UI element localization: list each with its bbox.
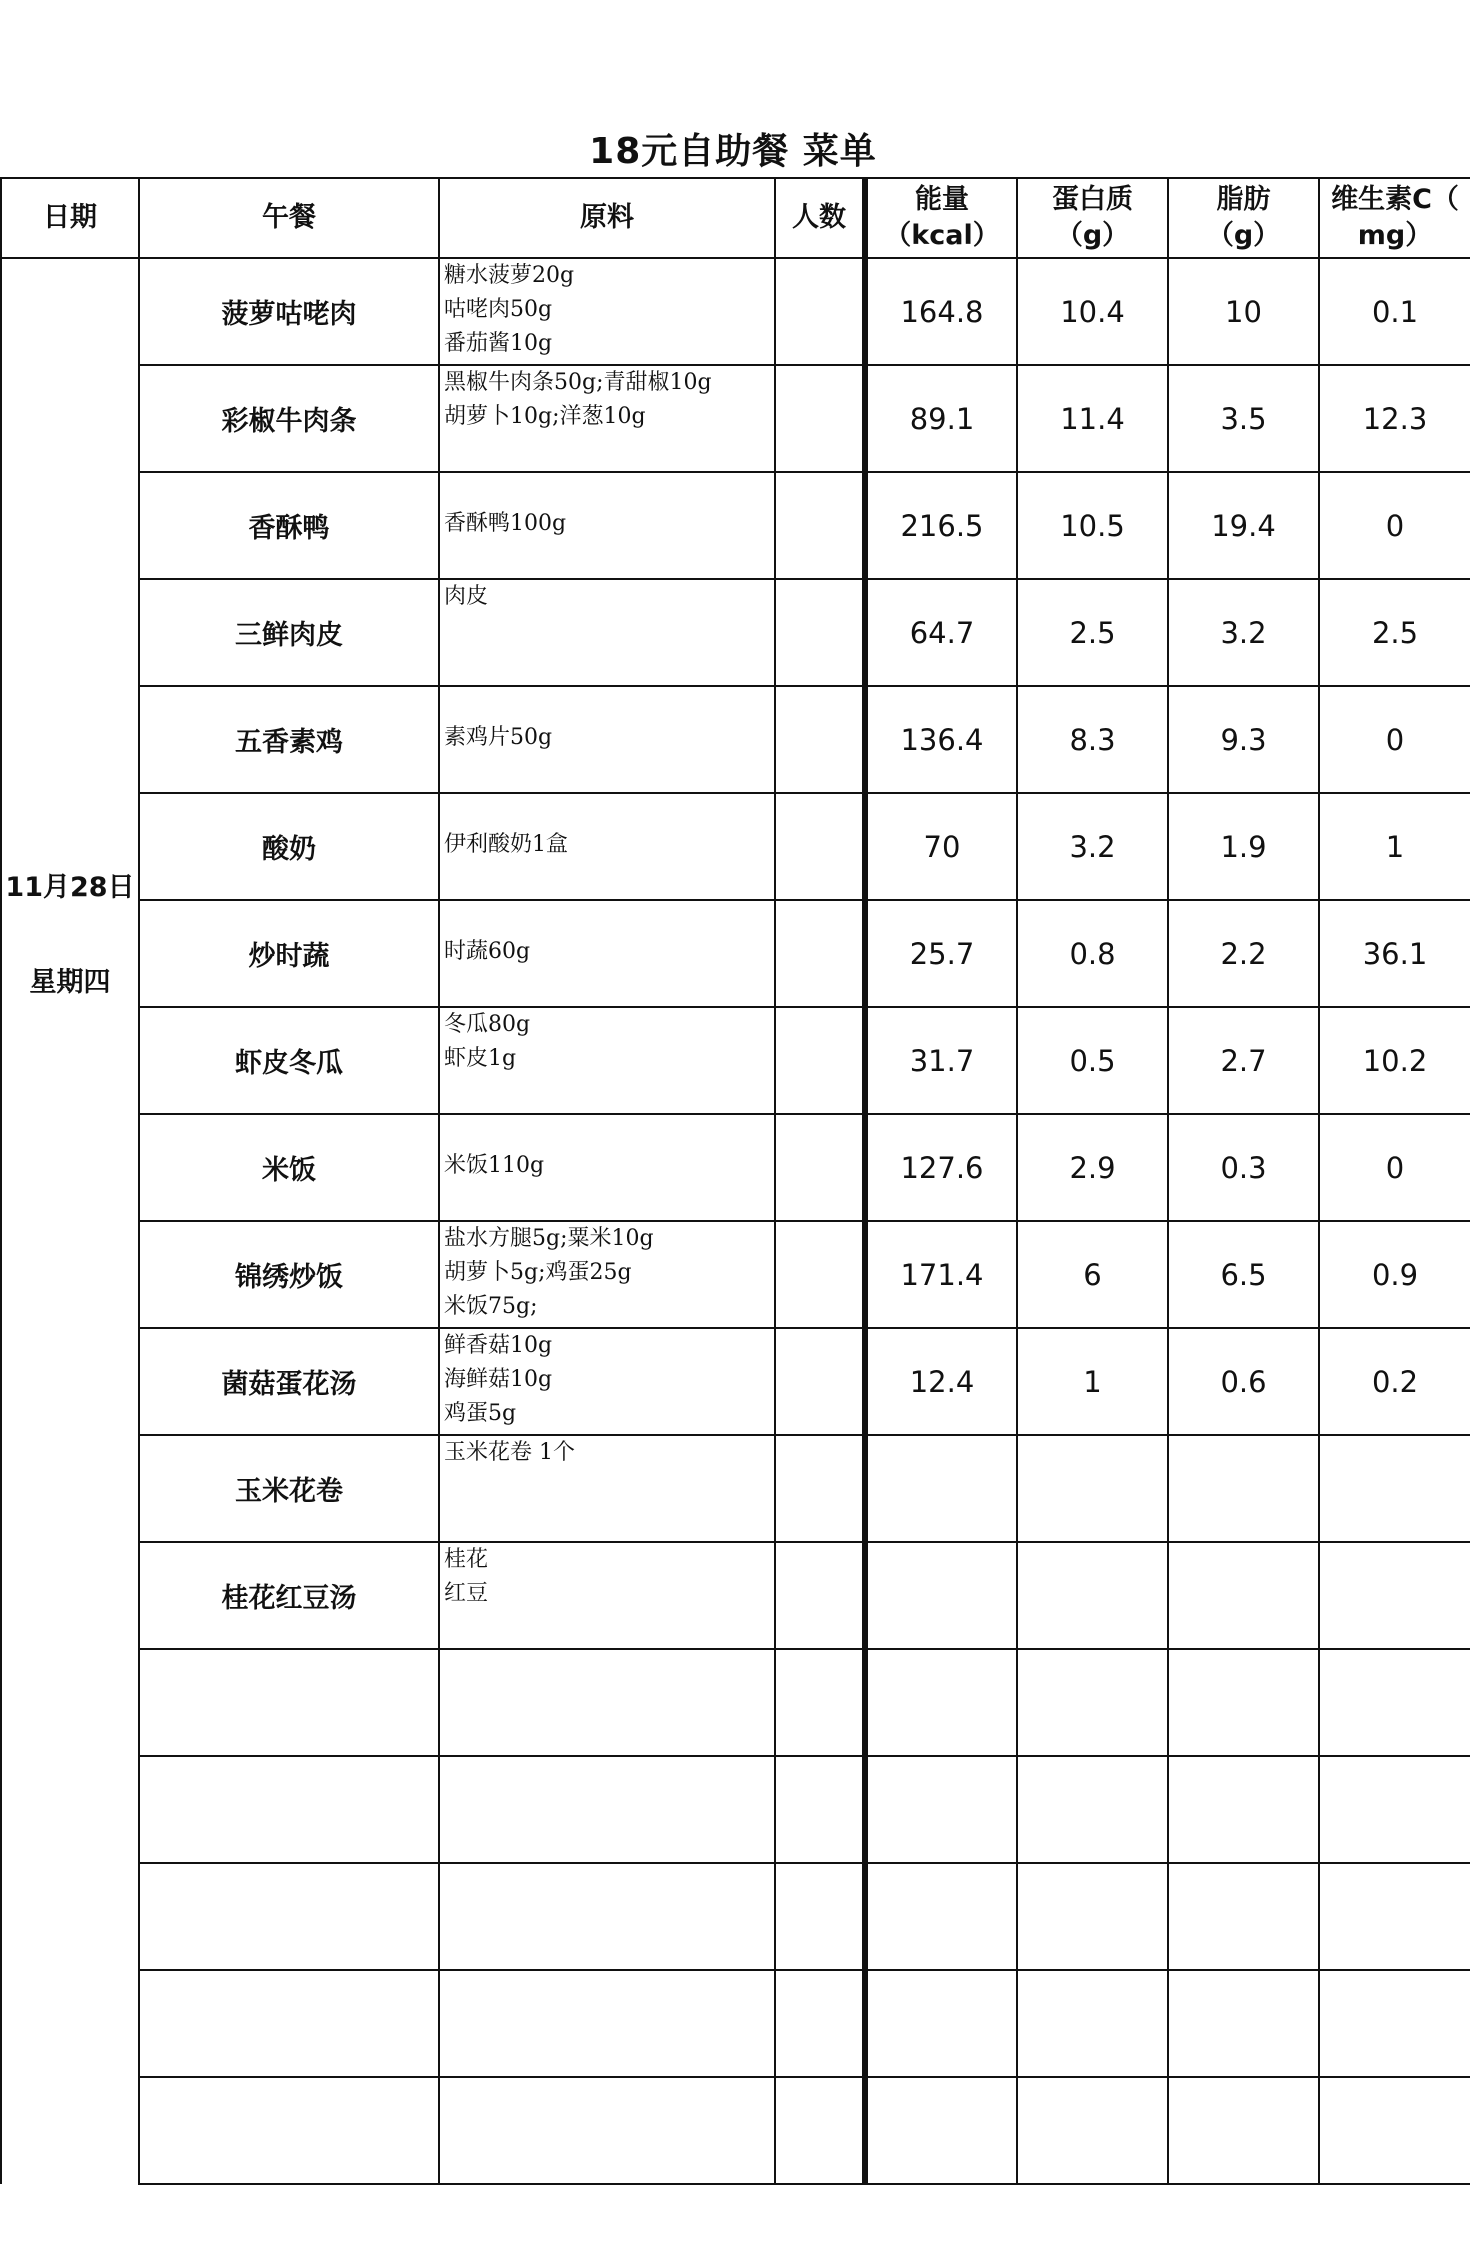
people-cell: [775, 1863, 865, 1970]
table-row: [1, 258, 1470, 365]
fat-cell: 0.3: [1168, 1114, 1319, 1221]
header-fat-line1: 脂肪: [1216, 184, 1271, 215]
people-cell: [775, 686, 865, 793]
ingredient-line: 番茄酱10g: [444, 331, 553, 356]
ingredient-line: 肉皮: [444, 584, 489, 609]
energy-cell: 216.5: [865, 472, 1017, 579]
ingredient-line: [444, 901, 774, 935]
ingredient-line: 咕咾肉50g: [444, 297, 553, 322]
table-row: [1, 365, 1470, 472]
fat-cell: 2.7: [1168, 1007, 1319, 1114]
ingredients-cell: [439, 1970, 775, 2077]
menu-table: [0, 177, 1470, 2185]
people-cell: [775, 1007, 865, 1114]
ingredient-line: [444, 794, 774, 828]
ingredients-cell: [439, 1649, 775, 1756]
fat-cell: [1168, 1970, 1319, 2077]
ingredients-cell: [439, 1542, 775, 1649]
table-row: [1, 1649, 1470, 1756]
fat-cell: [1168, 1435, 1319, 1542]
ingredients-cell: [439, 1007, 775, 1114]
people-cell: [775, 258, 865, 365]
ingredient-line: 胡萝卜5g;鸡蛋25g: [444, 1260, 632, 1285]
ingredient-line: 鸡蛋5g: [444, 1401, 517, 1426]
energy-cell: 64.7: [865, 579, 1017, 686]
energy-cell: [865, 1756, 1017, 1863]
fat-cell: 0.6: [1168, 1328, 1319, 1435]
vitamin-c-cell: 10.2: [1319, 1007, 1470, 1114]
vitamin-c-cell: 0.2: [1319, 1328, 1470, 1435]
vitamin-c-cell: 1: [1319, 793, 1470, 900]
ingredient-line: 红豆: [444, 1581, 489, 1606]
fat-cell: [1168, 1756, 1319, 1863]
fat-cell: [1168, 2077, 1319, 2184]
ingredients-cell: [439, 900, 775, 1007]
dish-name: 玉米花卷: [139, 1435, 439, 1542]
protein-cell: [1017, 1756, 1168, 1863]
people-cell: [775, 1328, 865, 1435]
header-row: [1, 178, 1470, 258]
date-day: 11月28日: [5, 871, 135, 903]
people-cell: [775, 1435, 865, 1542]
table-row: [1, 472, 1470, 579]
header-ingredients: 原料: [439, 178, 775, 258]
people-cell: [775, 793, 865, 900]
energy-cell: 12.4: [865, 1328, 1017, 1435]
protein-cell: [1017, 1863, 1168, 1970]
protein-cell: 8.3: [1017, 686, 1168, 793]
header-lunch: 午餐: [139, 178, 439, 258]
dish-name: [139, 1863, 439, 1970]
ingredients-cell: [439, 1328, 775, 1435]
table-row: [1, 1435, 1470, 1542]
header-people: 人数: [775, 178, 865, 258]
table-row: [1, 1542, 1470, 1649]
table-row: [1, 1007, 1470, 1114]
protein-cell: [1017, 1435, 1168, 1542]
dish-name: 桂花红豆汤: [139, 1542, 439, 1649]
ingredient-line: 桂花: [444, 1547, 489, 1572]
people-cell: [775, 1114, 865, 1221]
header-energy: [865, 178, 1017, 258]
fat-cell: 3.2: [1168, 579, 1319, 686]
table-row: [1, 1756, 1470, 1863]
ingredients-cell: [439, 472, 775, 579]
energy-cell: 127.6: [865, 1114, 1017, 1221]
ingredient-line: 海鲜菇10g: [444, 1367, 553, 1392]
ingredient-line: 糖水菠萝20g: [444, 263, 575, 288]
fat-cell: [1168, 1649, 1319, 1756]
vitamin-c-cell: [1319, 2077, 1470, 2184]
ingredient-line: 时蔬60g: [444, 939, 531, 964]
table-row: [1, 1863, 1470, 1970]
header-protein-line2: （g）: [1055, 220, 1130, 251]
vitamin-c-cell: 0.9: [1319, 1221, 1470, 1328]
dish-name: 彩椒牛肉条: [139, 365, 439, 472]
table-row: [1, 1328, 1470, 1435]
ingredient-line: 伊利酸奶1盒: [444, 832, 568, 857]
dish-name: 五香素鸡: [139, 686, 439, 793]
header-protein: [1017, 178, 1168, 258]
energy-cell: [865, 1970, 1017, 2077]
dish-name: 炒时蔬: [139, 900, 439, 1007]
header-vitc-line1: 维生素C（: [1331, 184, 1459, 215]
vitamin-c-cell: 0: [1319, 472, 1470, 579]
dish-name: 香酥鸭: [139, 472, 439, 579]
people-cell: [775, 1970, 865, 2077]
vitamin-c-cell: [1319, 1863, 1470, 1970]
dish-name: 锦绣炒饭: [139, 1221, 439, 1328]
date-cell: [1, 258, 139, 2184]
energy-cell: [865, 1435, 1017, 1542]
vitamin-c-cell: [1319, 1756, 1470, 1863]
energy-cell: 25.7: [865, 900, 1017, 1007]
dish-name: 菠萝咕咾肉: [139, 258, 439, 365]
dish-name: [139, 2077, 439, 2184]
table-row: [1, 900, 1470, 1007]
fat-cell: 6.5: [1168, 1221, 1319, 1328]
header-energy-line2: （kcal）: [884, 220, 1000, 251]
header-vitamin-c: [1319, 178, 1470, 258]
people-cell: [775, 579, 865, 686]
protein-cell: 3.2: [1017, 793, 1168, 900]
dish-name: [139, 1756, 439, 1863]
ingredients-cell: [439, 258, 775, 365]
energy-cell: 70: [865, 793, 1017, 900]
vitamin-c-cell: [1319, 1435, 1470, 1542]
fat-cell: 2.2: [1168, 900, 1319, 1007]
ingredients-cell: [439, 1756, 775, 1863]
protein-cell: [1017, 1970, 1168, 2077]
ingredient-line: 虾皮1g: [444, 1046, 517, 1071]
protein-cell: 1: [1017, 1328, 1168, 1435]
header-energy-line1: 能量: [915, 184, 969, 215]
ingredient-line: [444, 687, 774, 721]
vitamin-c-cell: 36.1: [1319, 900, 1470, 1007]
vitamin-c-cell: 0: [1319, 686, 1470, 793]
ingredient-line: 冬瓜80g: [444, 1012, 531, 1037]
protein-cell: [1017, 1542, 1168, 1649]
protein-cell: 10.5: [1017, 472, 1168, 579]
dish-name: 酸奶: [139, 793, 439, 900]
fat-cell: 1.9: [1168, 793, 1319, 900]
energy-cell: 164.8: [865, 258, 1017, 365]
dish-name: 虾皮冬瓜: [139, 1007, 439, 1114]
fat-cell: [1168, 1542, 1319, 1649]
people-cell: [775, 1756, 865, 1863]
vitamin-c-cell: 0: [1319, 1114, 1470, 1221]
protein-cell: 2.5: [1017, 579, 1168, 686]
energy-cell: [865, 1649, 1017, 1756]
ingredients-cell: [439, 1435, 775, 1542]
fat-cell: 3.5: [1168, 365, 1319, 472]
date-weekday: 星期四: [29, 966, 111, 998]
dish-name: 菌菇蛋花汤: [139, 1328, 439, 1435]
header-date: 日期: [1, 178, 139, 258]
table-row: [1, 1114, 1470, 1221]
ingredient-line: 米饭75g;: [444, 1294, 538, 1319]
protein-cell: [1017, 2077, 1168, 2184]
ingredients-cell: [439, 365, 775, 472]
vitamin-c-cell: 0.1: [1319, 258, 1470, 365]
ingredient-line: 鲜香菇10g: [444, 1333, 553, 1358]
fat-cell: 19.4: [1168, 472, 1319, 579]
energy-cell: [865, 1542, 1017, 1649]
protein-cell: 10.4: [1017, 258, 1168, 365]
ingredient-line: [444, 1115, 774, 1149]
ingredient-line: 黑椒牛肉条50g;青甜椒10g: [444, 370, 712, 395]
ingredient-line: 盐水方腿5g;粟米10g: [444, 1226, 654, 1251]
ingredients-cell: [439, 686, 775, 793]
ingredients-cell: [439, 793, 775, 900]
protein-cell: [1017, 1649, 1168, 1756]
energy-cell: [865, 2077, 1017, 2184]
people-cell: [775, 2077, 865, 2184]
energy-cell: 136.4: [865, 686, 1017, 793]
people-cell: [775, 1542, 865, 1649]
ingredient-line: 素鸡片50g: [444, 725, 553, 750]
protein-cell: 11.4: [1017, 365, 1168, 472]
protein-cell: 6: [1017, 1221, 1168, 1328]
people-cell: [775, 1221, 865, 1328]
people-cell: [775, 1649, 865, 1756]
table-row: [1, 686, 1470, 793]
vitamin-c-cell: [1319, 1542, 1470, 1649]
protein-cell: 2.9: [1017, 1114, 1168, 1221]
table-row: [1, 1221, 1470, 1328]
fat-cell: 9.3: [1168, 686, 1319, 793]
ingredients-cell: [439, 1221, 775, 1328]
energy-cell: 89.1: [865, 365, 1017, 472]
energy-cell: 31.7: [865, 1007, 1017, 1114]
dish-name: 三鲜肉皮: [139, 579, 439, 686]
dish-name: 米饭: [139, 1114, 439, 1221]
ingredients-cell: [439, 1114, 775, 1221]
people-cell: [775, 900, 865, 1007]
people-cell: [775, 365, 865, 472]
protein-cell: 0.5: [1017, 1007, 1168, 1114]
dish-name: [139, 1970, 439, 2077]
header-fat: [1168, 178, 1319, 258]
fat-cell: 10: [1168, 258, 1319, 365]
ingredients-cell: [439, 2077, 775, 2184]
fat-cell: [1168, 1863, 1319, 1970]
ingredients-cell: [439, 1863, 775, 1970]
people-cell: [775, 472, 865, 579]
table-row: [1, 2077, 1470, 2184]
dish-name: [139, 1649, 439, 1756]
ingredient-line: 米饭110g: [444, 1153, 545, 1178]
energy-cell: [865, 1863, 1017, 1970]
protein-cell: 0.8: [1017, 900, 1168, 1007]
header-vitc-line2: mg）: [1357, 220, 1433, 251]
table-row: [1, 579, 1470, 686]
table-row: [1, 793, 1470, 900]
header-protein-line1: 蛋白质: [1052, 184, 1133, 215]
ingredient-line: 玉米花卷 1个: [444, 1440, 575, 1465]
ingredient-line: 香酥鸭100g: [444, 511, 567, 536]
table-row: [1, 1970, 1470, 2077]
vitamin-c-cell: [1319, 1649, 1470, 1756]
vitamin-c-cell: 2.5: [1319, 579, 1470, 686]
header-fat-line2: （g）: [1206, 220, 1281, 251]
ingredient-line: 胡萝卜10g;洋葱10g: [444, 404, 646, 429]
ingredients-cell: [439, 579, 775, 686]
vitamin-c-cell: 12.3: [1319, 365, 1470, 472]
vitamin-c-cell: [1319, 1970, 1470, 2077]
energy-cell: 171.4: [865, 1221, 1017, 1328]
menu-title: 18元自助餐 菜单: [589, 131, 877, 172]
ingredient-line: [444, 473, 774, 507]
